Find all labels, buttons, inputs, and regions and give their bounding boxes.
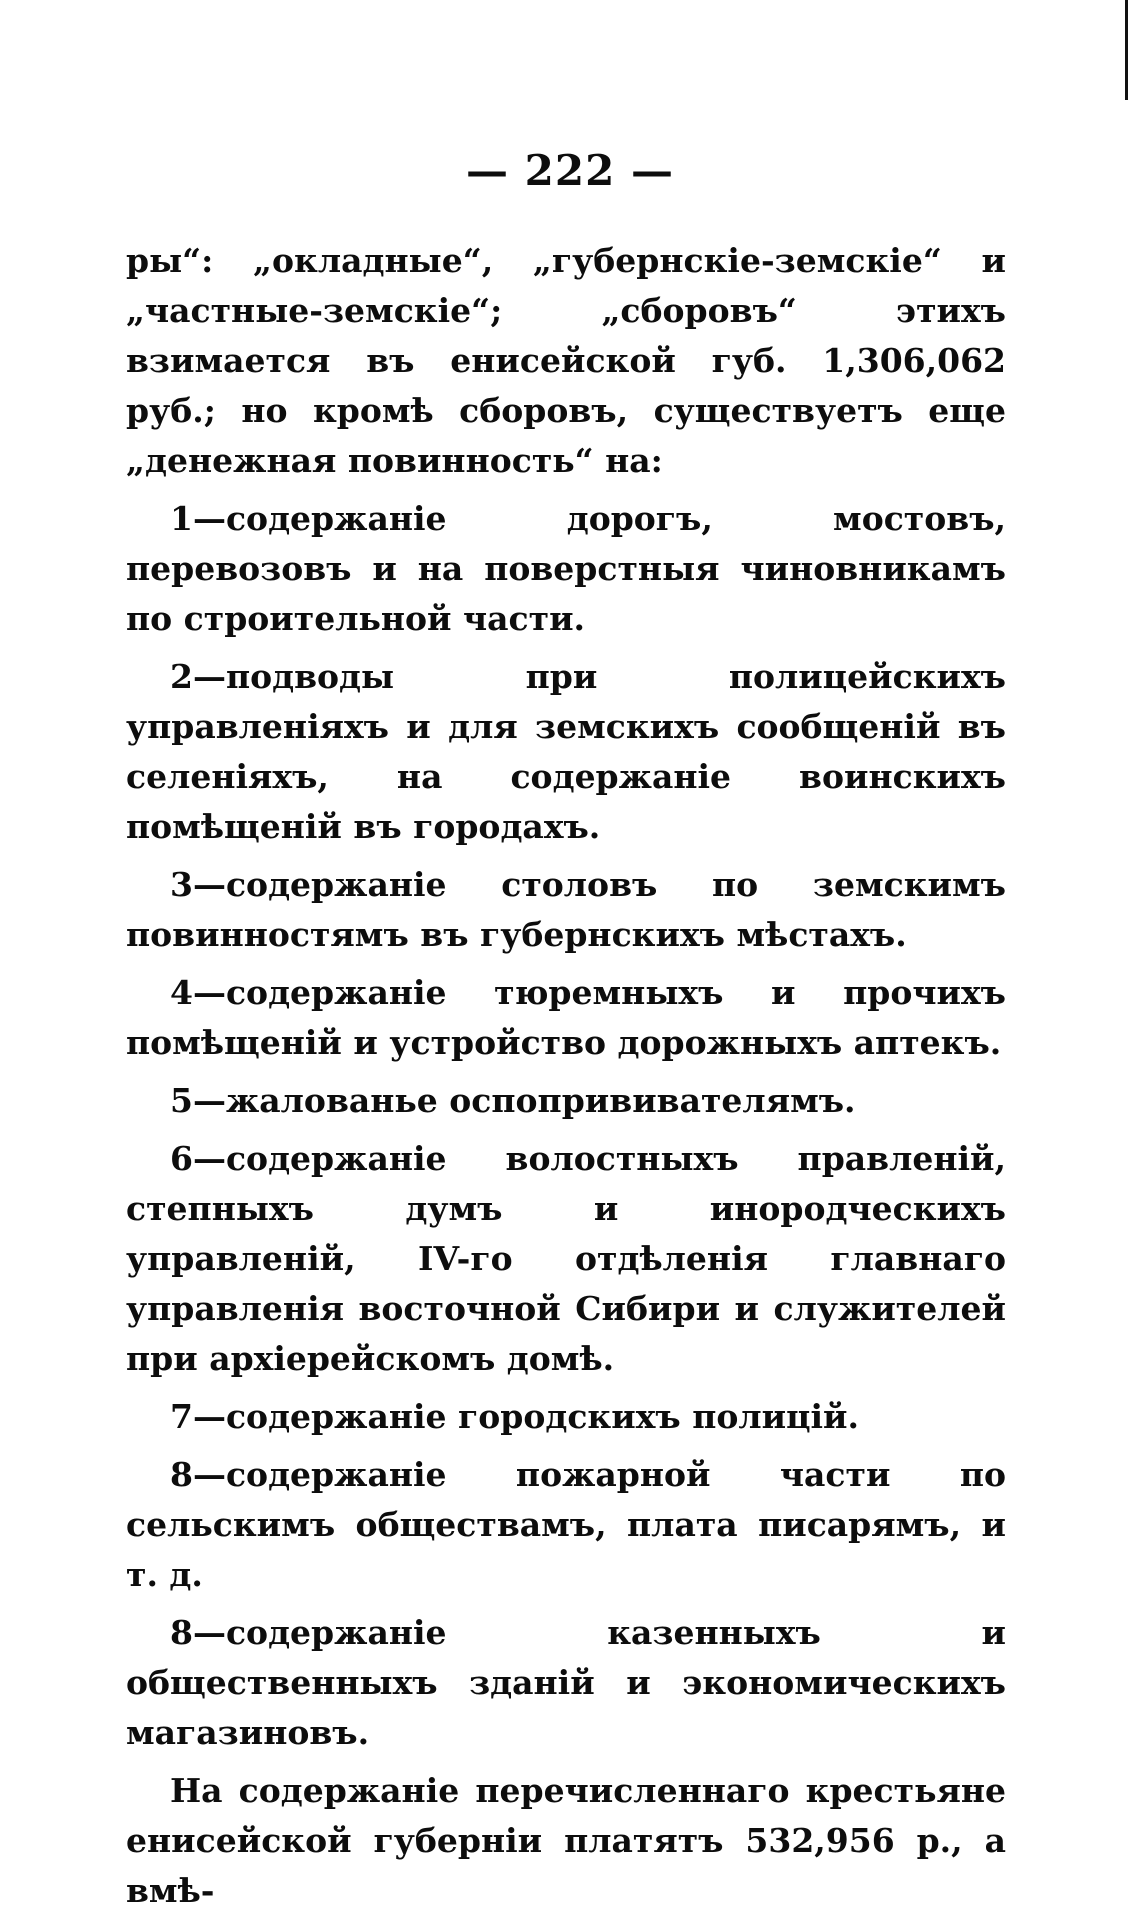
list-item-7: 7—содержаніе городскихъ полицій. bbox=[170, 1397, 859, 1436]
list-item-8a: 8—содержаніе пожарной части по сельскимъ обществамъ, плата писарямъ, и т. д. bbox=[126, 1455, 1006, 1594]
list-item-3: 3—содержаніе столовъ по земскимъ повинностямъ въ губернскихъ мѣстахъ. bbox=[126, 865, 1006, 954]
list-item-1: 1—содержаніе дорогъ, мостовъ, перевозовъ и на поверстныя чиновникамъ по строительной части. bbox=[126, 499, 1006, 638]
list-item-5: 5—жалованье оспопрививателямъ. bbox=[170, 1081, 856, 1120]
list-item-8b: 8—содержаніе казенныхъ и общественныхъ зданій и экономическихъ магазиновъ. bbox=[126, 1613, 1006, 1752]
page-number: — 222 — bbox=[466, 146, 674, 195]
paragraph-continuation: ры“: „окладные“, „губернскіе-земскіе“ и „частные-земскіе“; „сборовъ“ этихъ взимается въ енисейской губ. 1,306,062 руб.; но кромѣ сборовъ, существуетъ еще „денежная повинность“ на: bbox=[126, 241, 1006, 480]
body-text bbox=[126, 236, 1006, 1924]
list-item-2: 2—подводы при полицейскихъ управленіяхъ и для земскихъ сообщеній въ селеніяхъ, на содержаніе воинскихъ помѣщеній въ городахъ. bbox=[126, 657, 1006, 846]
closing-paragraph: На содержаніе перечисленнаго крестьяне енисейской губерніи платятъ 532,956 р., а вмѣ- bbox=[126, 1771, 1006, 1910]
list-item-6: 6—содержаніе волостныхъ правленій, степныхъ думъ и инородческихъ управленій, IV-го отдѣленія главнаго управленія восточной Сибири и служителей при архіерейскомъ домѣ. bbox=[126, 1139, 1006, 1378]
list-item-4: 4—содержаніе тюремныхъ и прочихъ помѣщеній и устройство дорожныхъ аптекъ. bbox=[126, 973, 1006, 1062]
page-edge-line bbox=[1125, 0, 1128, 100]
